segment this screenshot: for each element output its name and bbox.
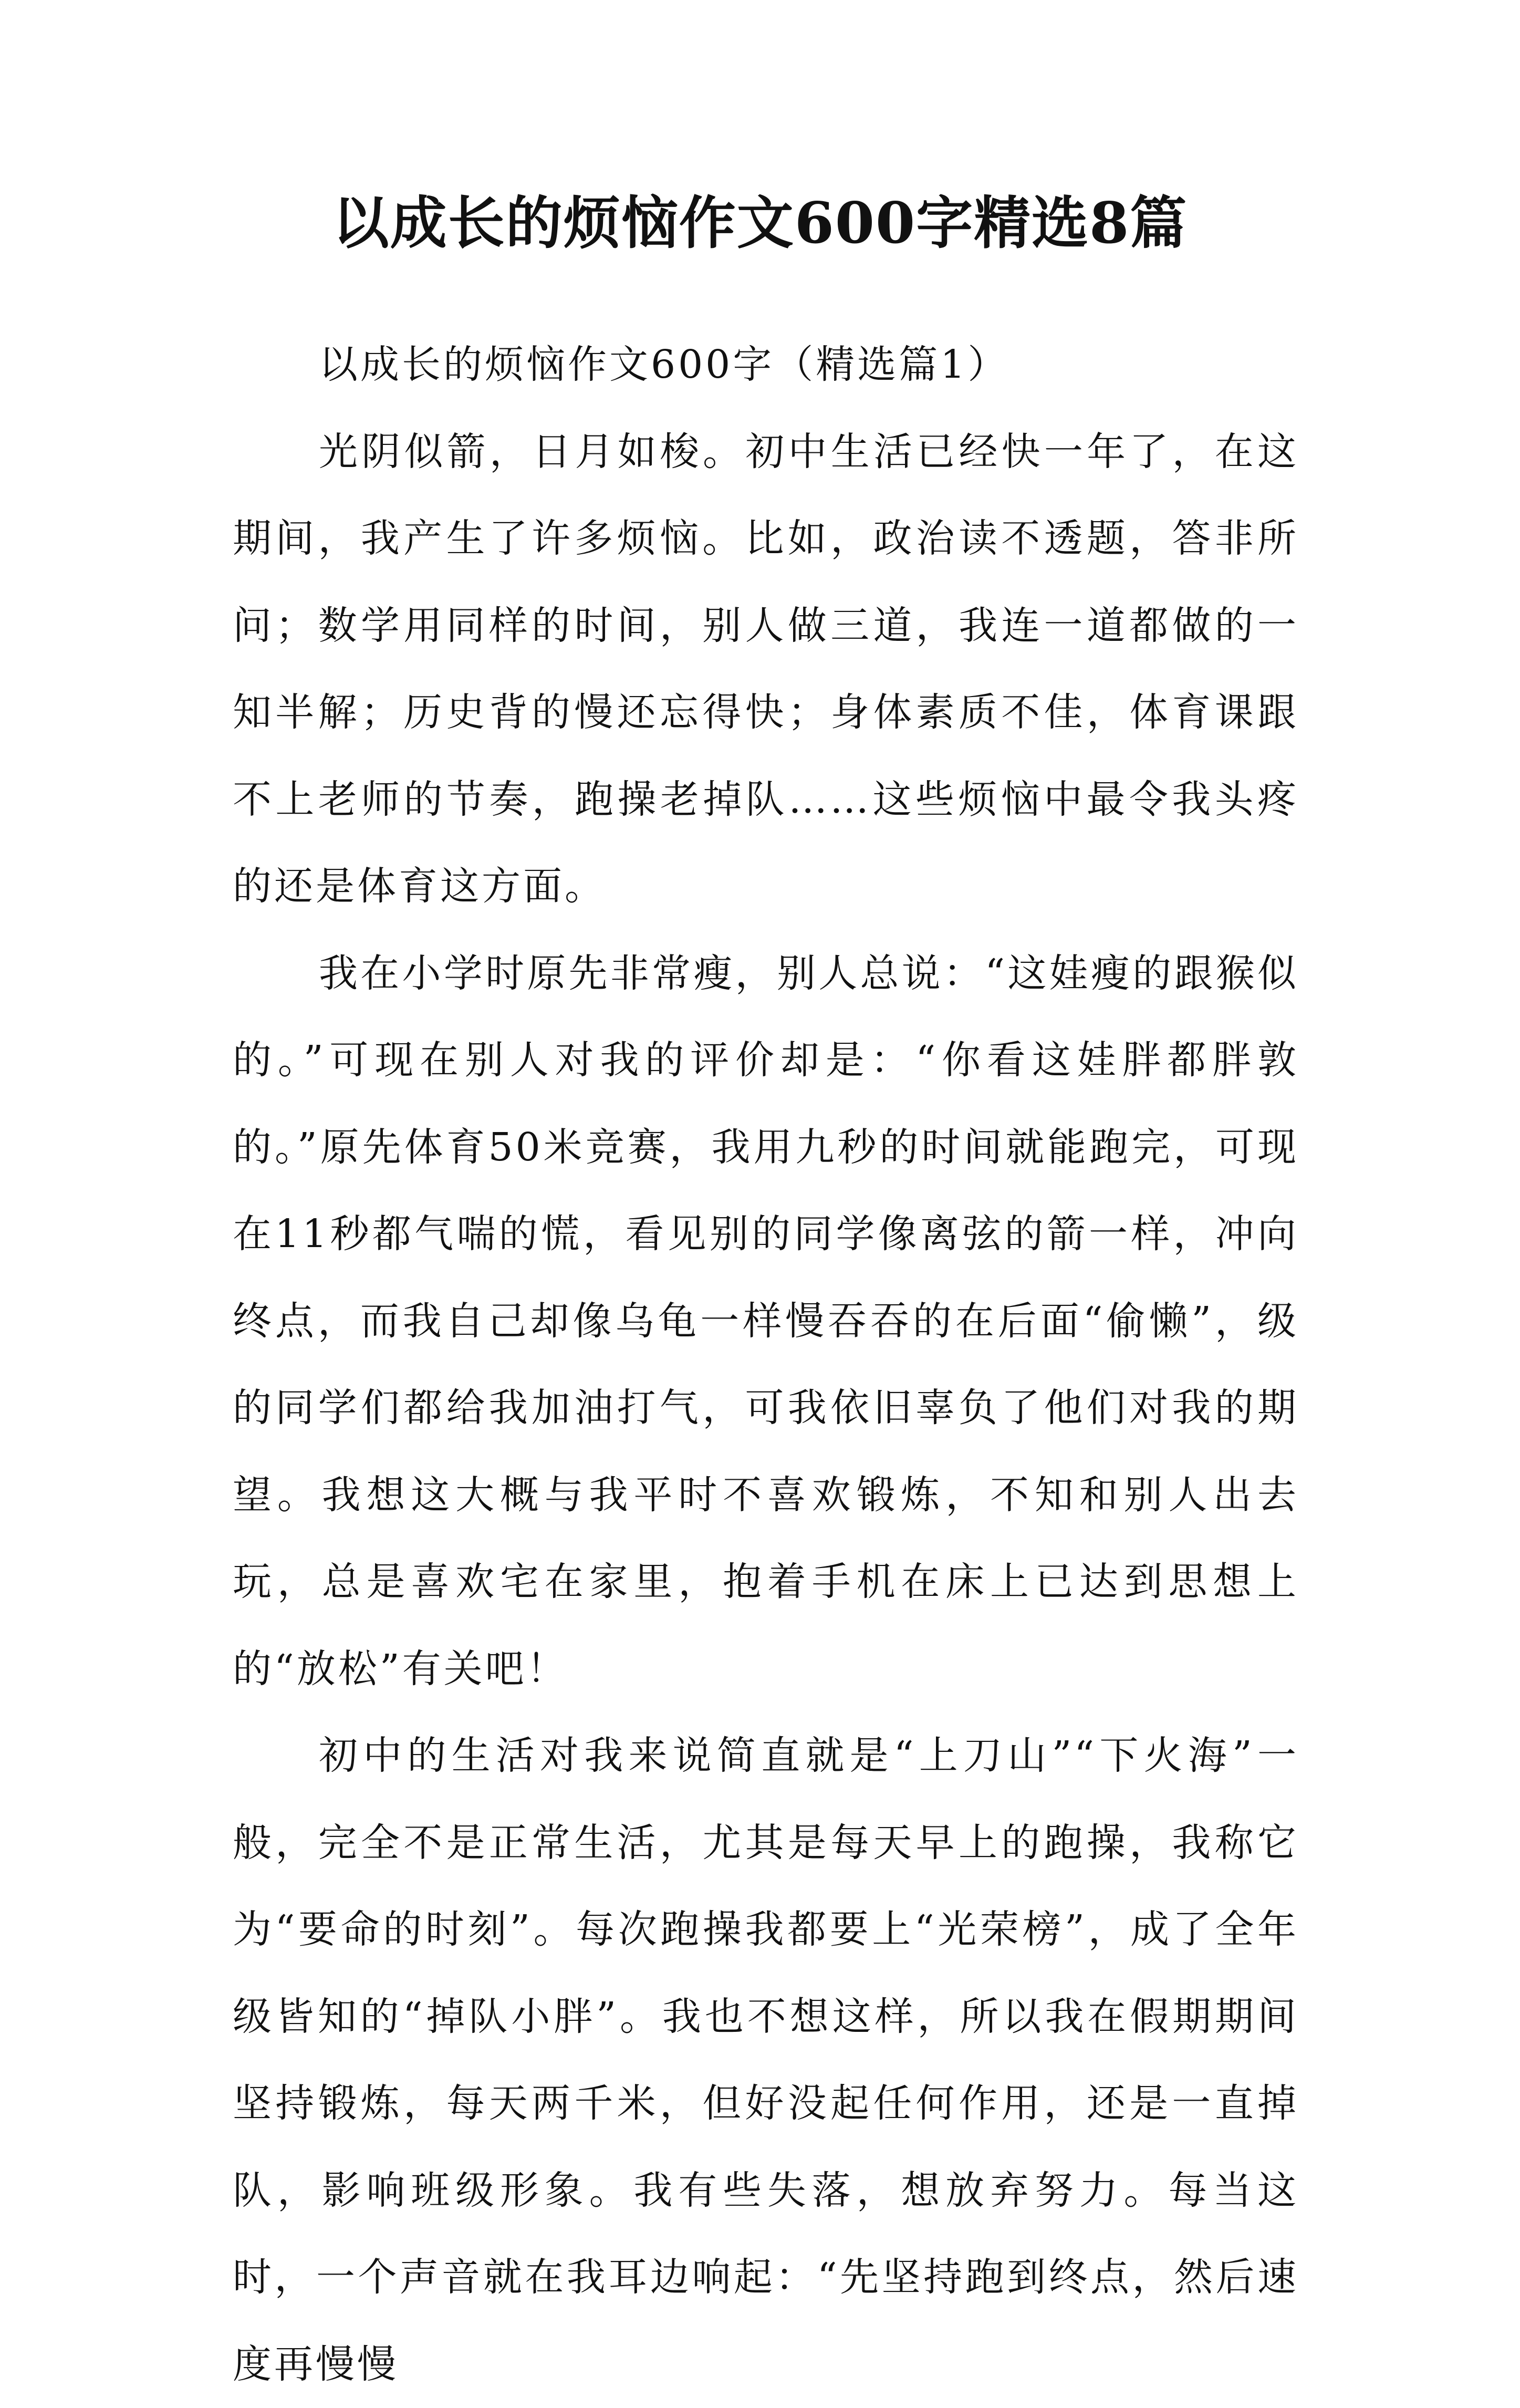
section-heading: 以成长的烦恼作文600字（精选篇1）	[319, 342, 1009, 387]
document-body	[233, 321, 1299, 2408]
paragraph: 我在小学时原先非常瘦，别人总说：“这娃瘦的跟猴似的。”可现在别人对我的评价却是：“你看这娃胖都胖敦的。”原先体育50米竞赛，我用九秒的时间就能跑完，可现在11秒都气喘的慌，看见别的同学像离弦的箭一样，冲向终点，而我自己却像乌龟一样慢吞吞的在后面“偷懒”，级的同学们都给我加油打气，可我依旧辜负了他们对我的期望。我想这大概与我平时不喜欢锻炼，不知和别人出去玩，总是喜欢宅在家里，抱着手机在床上已达到思想上的“放松”有关吧！	[233, 950, 1299, 1691]
document-title: 以成长的烦恼作文600字精选8篇	[332, 190, 1188, 256]
paragraph: 初中的生活对我来说简直就是“上刀山”“下火海”一般，完全不是正常生活，尤其是每天早上的跑操，我称它为“要命的时刻”。每次跑操我都要上“光荣榜”，成了全年级皆知的“掉队小胖”。我也不想这样，所以我在假期期间坚持锻炼，每天两千米，但好没起任何作用，还是一直掉队，影响班级形象。我有些失落，想放弃努力。每当这时，一个声音就在我耳边响起：“先坚持跑到终点，然后速度再慢慢	[233, 1733, 1299, 2387]
paragraph: 光阴似箭，日月如梭。初中生活已经快一年了，在这期间，我产生了许多烦恼。比如，政治读不透题，答非所问；数学用同样的时间，别人做三道，我连一道都做的一知半解；历史背的慢还忘得快；身体素质不佳，体育课跟不上老师的节奏，跑操老掉队……这些烦恼中最令我头疼的还是体育这方面。	[233, 429, 1299, 909]
